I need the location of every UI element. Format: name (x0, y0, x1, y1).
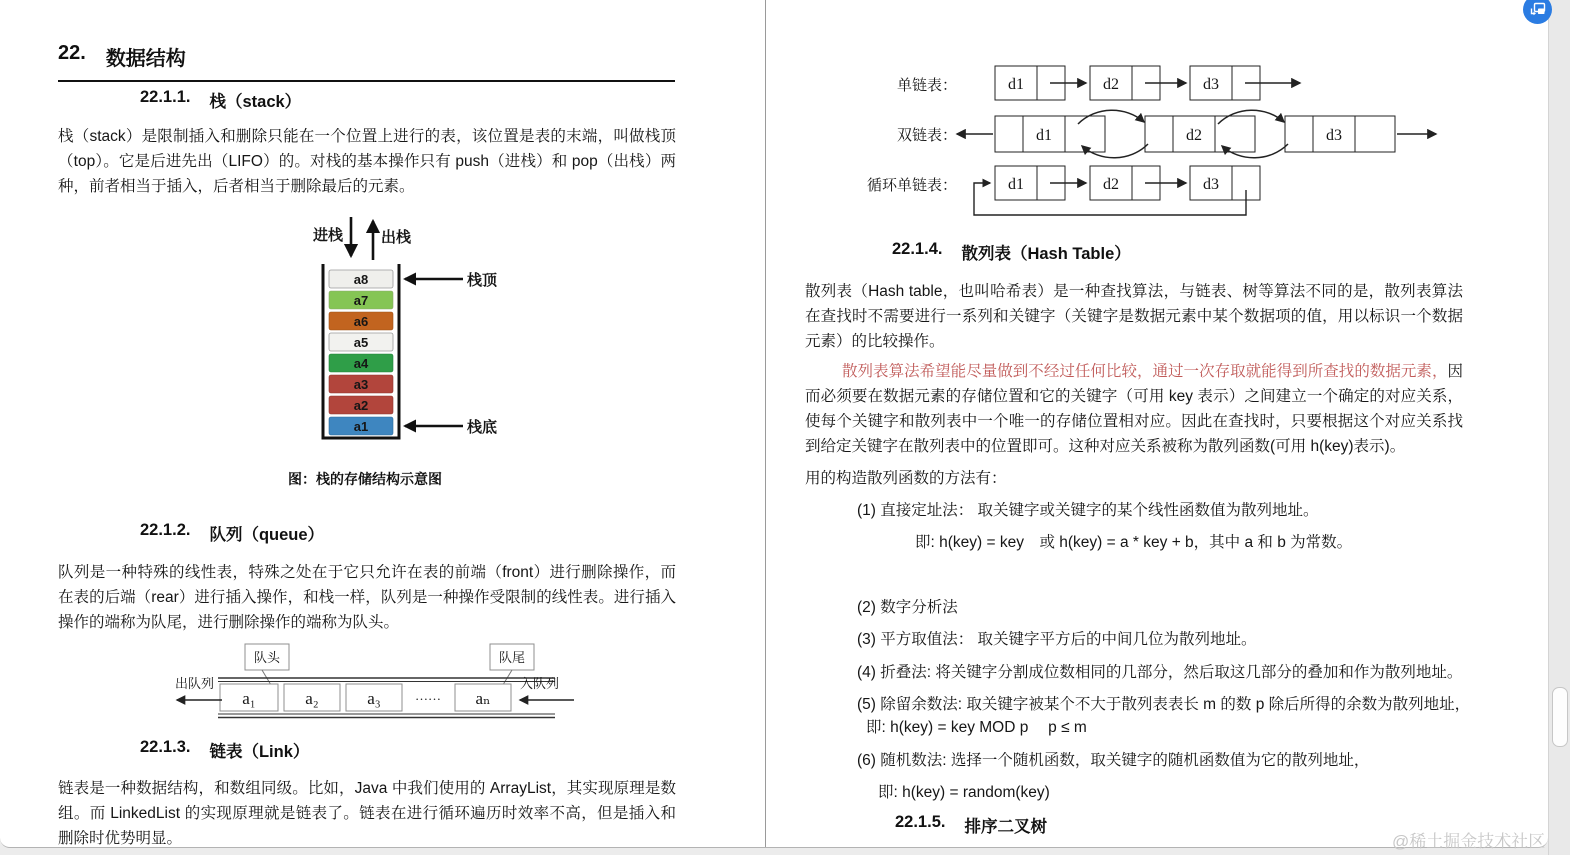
page-divider (765, 0, 766, 847)
node-label: d1 (1008, 76, 1024, 93)
circular-list-label: 循环单链表： (866, 177, 957, 194)
queue-cell-label: aₙ (475, 689, 491, 708)
stack-item-label: a1 (353, 419, 369, 434)
circular-node-labels (1008, 176, 1219, 193)
queue-head-label: 队头 (253, 650, 281, 665)
section-name: 散列表（Hash Table） (961, 245, 1131, 263)
section-name: 栈（stack） (209, 93, 302, 111)
stack-paragraph: 栈（stack）是限制插入和删除只能在一个位置上进行的表，该位置是表的末端，叫做栈顶（top）。它是后进先出（LIFO）的。对栈的基本操作只有 push（进栈）和 pop（出栈）两种，前者相当于插入，后者相当于删除最后的元素。 (58, 128, 676, 195)
queue-paragraph: 队列是一种特殊的线性表，特殊之处在于它只允许在表的前端（front）进行删除操作，而在表的后端（rear）进行插入操作，和栈一样，队列是一种操作受限制的线性表。进行插入操作的端称为队尾，进行删除操作的端称为队头。 (58, 564, 676, 631)
hash-paragraph-1: 散列表（Hash table，也叫哈希表）是一种查找算法，与链表、树等算法不同的是，散列表算法在查找时不需要进行一系列和关键字（关键字是数据元素中某个数据项的值，用以标识一个数据元素）的比较操作。 (805, 283, 1463, 350)
stack-bottom-label: 栈底 (467, 419, 498, 436)
stack-item-label: a2 (353, 398, 369, 413)
section-heading-queue (140, 521, 324, 545)
singly-node-labels (1008, 76, 1219, 93)
singly-list-row (995, 66, 1300, 100)
queue-cell-label: a₁ (242, 689, 256, 708)
scrollbar-thumb[interactable] (1552, 687, 1568, 747)
node-label: d1 (1036, 127, 1052, 144)
node-label: d2 (1103, 76, 1119, 93)
node-label: d3 (1203, 76, 1219, 93)
node-label: d2 (1186, 127, 1202, 144)
link-paragraph: 链表是一种数据结构，和数组同级。比如，Java 中我们使用的 ArrayList，其实现原理是数组。而 LinkedList 的实现原理就是链表了。链表在进行循环遍历时效率不高，但是插入和删除时优势明显。 (58, 780, 676, 847)
doubly-node-labels (1036, 127, 1342, 144)
stack-item-label: a3 (353, 377, 369, 392)
node-label: d3 (1203, 176, 1219, 193)
section-name: 链表（Link） (209, 743, 310, 761)
stack-figure-caption: 图：栈的存储结构示意图 (288, 471, 442, 487)
hash-method-6: (6) 随机数法: 选择一个随机函数，取关键字的随机函数值为它的散列地址， (857, 752, 1370, 769)
node-label: d3 (1326, 127, 1342, 144)
enqueue-label: 入队列 (520, 676, 560, 691)
section-name: 队列（queue） (209, 526, 325, 544)
queue-cells (220, 684, 511, 711)
picture-in-picture-icon (1529, 1, 1546, 18)
node-label: d2 (1103, 176, 1119, 193)
hash-method-2: (2) 数字分析法 (857, 599, 958, 616)
section-heading-link (140, 738, 309, 762)
pop-label: 出栈 (381, 229, 412, 246)
watermark: @稀土掘金技术社区 (1392, 832, 1546, 851)
stack-item-label: a7 (353, 293, 369, 308)
hash-method-5: (5) 除留余数法: 取关键字被某个不大于散列表表长 m 的数 p 除后所得的余数为散列地址， (857, 696, 1471, 713)
stack-item-label: a6 (353, 314, 369, 329)
hash-paragraph-2-rest: 因而必须要在数据元素的存储位置和它的关键字（可用 key 表示）之间建立一个确定的对应关系，使每个关键字和散列表中一个唯一的存储位置相对应。因此在查找时，只要根据这个对应关系找到给定关键字在散列表中的位置即可。这种对应关系被称为散列函数(可用 h(key)表示)。 (805, 363, 1463, 455)
stack-item-label: a8 (353, 272, 369, 287)
hash-method-6-formula: 即: h(key) = random(key) (878, 784, 1050, 801)
stack-item-label: a4 (353, 356, 369, 371)
push-label: 进栈 (313, 227, 344, 244)
section-name: 排序二叉树 (964, 818, 1047, 836)
section-heading-stack (140, 88, 301, 112)
stack-top-label: 栈顶 (467, 272, 498, 289)
section-number: 22.1.3. (140, 738, 191, 756)
hash-method-3: (3) 平方取值法： 取关键字平方后的中间几位为散列地址。 (857, 631, 1257, 648)
section-heading-bst (895, 813, 1047, 837)
section-number: 22.1.2. (140, 521, 191, 539)
hash-method-5-formula: 即: h(key) = key MOD p p ≤ m (866, 719, 1087, 736)
stack-item-label: a5 (353, 335, 369, 350)
node-label: d1 (1008, 176, 1024, 193)
hash-highlight-text: 散列表算法希望能尽量做到不经过任何比较，通过一次存取就能得到所查找的数据元素， (842, 363, 1448, 380)
queue-cell-label: a₂ (305, 689, 319, 708)
singly-list-label: 单链表： (896, 77, 957, 94)
chapter-name: 数据结构 (105, 48, 186, 70)
doubly-list-label: 双链表： (896, 127, 957, 144)
queue-cell-label: a₃ (367, 689, 381, 708)
section-number: 22.1.5. (895, 813, 946, 831)
stack-items (329, 270, 393, 435)
queue-ellipsis: …… (415, 688, 441, 703)
hash-method-4: (4) 折叠法: 将关键字分割成位数相同的几部分，然后取这几部分的叠加和作为散列地址。 (857, 664, 1463, 681)
hash-methods-intro: 用的构造散列函数的方法有： (805, 470, 1007, 487)
linked-list-figure (860, 38, 1460, 228)
section-number: 22.1.4. (892, 240, 943, 258)
section-number: 22.1.1. (140, 88, 191, 106)
queue-tail-label: 队尾 (498, 650, 526, 665)
dequeue-label: 出队列 (175, 676, 215, 691)
chapter-title (58, 42, 675, 82)
hash-method-1: (1) 直接定址法： 取关键字或关键字的某个线性函数值为散列地址。 (857, 502, 1319, 519)
hash-method-1-formula: 即: h(key) = key 或 h(key) = a * key + b，其中 a 和 b 为常数。 (915, 534, 1353, 551)
chapter-number: 22. (58, 42, 86, 64)
hash-paragraph-2 (805, 359, 1463, 459)
queue-figure (150, 638, 580, 728)
stack-figure (305, 214, 520, 466)
section-heading-hash (892, 240, 1131, 264)
